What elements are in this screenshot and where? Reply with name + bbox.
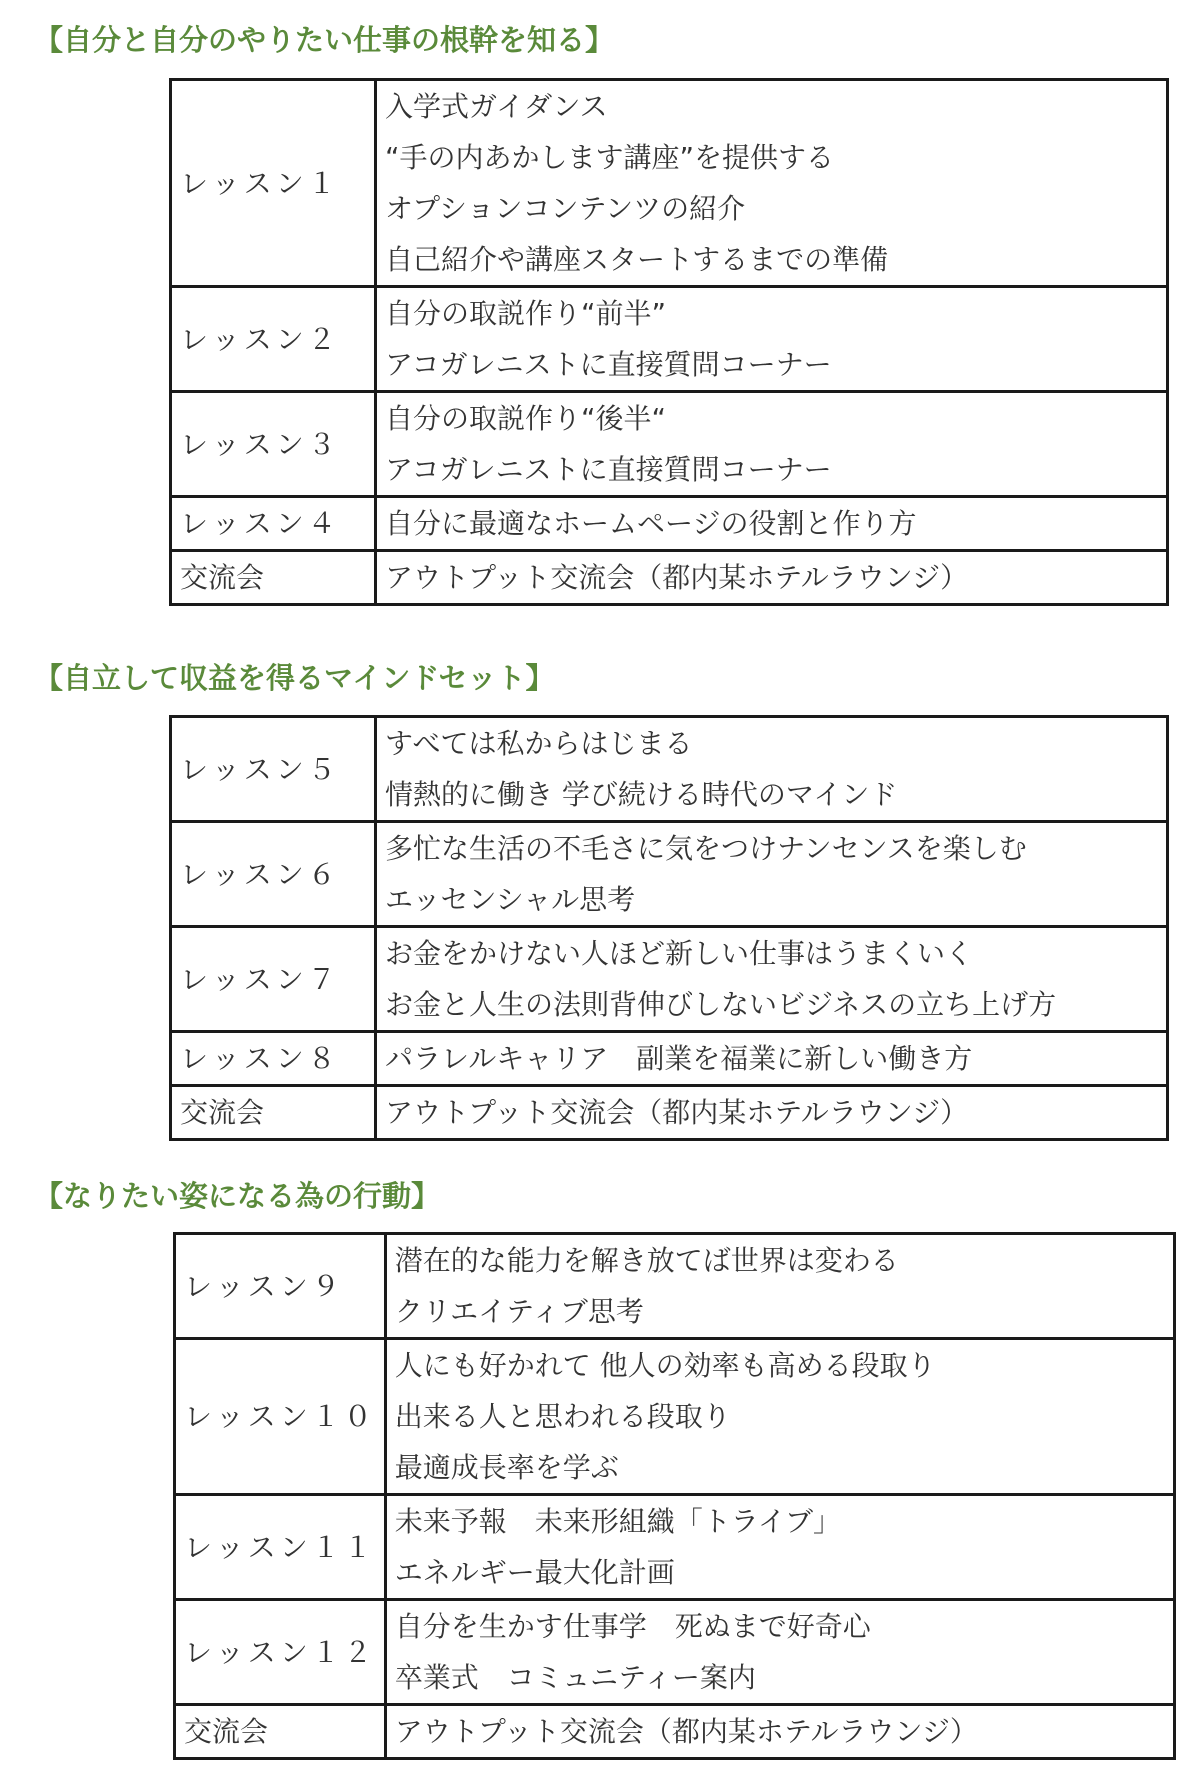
table-row	[171, 80, 1168, 287]
content-line: 人にも好かれて 他人の効率も高める段取り	[394, 1349, 936, 1382]
content-line: クリエイティブ思考	[394, 1295, 644, 1328]
content-line: エネルギー最大化計画	[394, 1556, 675, 1589]
table-row	[171, 1086, 1168, 1140]
content-line: 多忙な生活の不毛さに気をつけナンセンスを楽しむ	[385, 832, 1027, 865]
lesson-content	[376, 717, 1168, 822]
lesson-label: レッスン７	[171, 927, 376, 1032]
table-row	[175, 1339, 1175, 1495]
lesson-content	[385, 1234, 1174, 1339]
content-line: 潜在的な能力を解き放てば世界は変わる	[394, 1244, 899, 1277]
section-heading: 【なりたい姿になる為の行動】	[34, 1179, 441, 1213]
lesson-label: レッスン５	[171, 717, 376, 822]
lesson-label: レッスン８	[171, 1032, 376, 1086]
table-row	[171, 551, 1168, 605]
content-line: 自己紹介や講座スタートするまでの準備	[385, 243, 889, 276]
lesson-content	[376, 1032, 1168, 1086]
content-line: アウトプット交流会（都内某ホテルラウンジ）	[394, 1715, 978, 1748]
table-row	[175, 1495, 1175, 1600]
table-row	[175, 1705, 1175, 1759]
content-line: 自分の取説作り“後半“	[385, 402, 667, 435]
content-line: オプションコンテンツの紹介	[385, 192, 746, 225]
lesson-content	[385, 1495, 1174, 1600]
lesson-table	[169, 715, 1169, 1141]
content-line: アウトプット交流会（都内某ホテルラウンジ）	[385, 1096, 969, 1129]
lesson-content	[376, 497, 1168, 551]
table-row	[171, 822, 1168, 927]
table-row	[171, 927, 1168, 1032]
table-row	[175, 1600, 1175, 1705]
content-line: すべては私からはじまる	[385, 727, 693, 760]
content-line: パラレルキャリア 副業を福業に新しい働き方	[385, 1042, 973, 1075]
content-line: 情熱的に働き 学び続ける時代のマインド	[385, 778, 898, 811]
lesson-label: レッスン１１	[175, 1495, 386, 1600]
content-line: 入学式ガイダンス	[385, 90, 608, 123]
lesson-content	[385, 1600, 1174, 1705]
lesson-label: レッスン１	[171, 80, 376, 287]
table-row	[171, 392, 1168, 497]
lesson-content	[376, 392, 1168, 497]
lesson-label: レッスン３	[171, 392, 376, 497]
content-line: 最適成長率を学ぶ	[394, 1451, 619, 1484]
table-row	[171, 717, 1168, 822]
content-line: 卒業式 コミュニティー案内	[394, 1661, 756, 1694]
table-row	[171, 497, 1168, 551]
lesson-label: レッスン６	[171, 822, 376, 927]
lesson-label: 交流会	[171, 1086, 376, 1140]
content-line: アコガレニストに直接質問コーナー	[385, 453, 832, 486]
lesson-content	[376, 1086, 1168, 1140]
content-line: アウトプット交流会（都内某ホテルラウンジ）	[385, 561, 969, 594]
lesson-label: レッスン１２	[175, 1600, 386, 1705]
content-line: 自分の取説作り“前半”	[385, 297, 667, 330]
lesson-content	[376, 80, 1168, 287]
lesson-content	[385, 1705, 1174, 1759]
table-row	[175, 1234, 1175, 1339]
lesson-label: レッスン９	[175, 1234, 386, 1339]
lesson-label: レッスン１０	[175, 1339, 386, 1495]
lesson-label: 交流会	[175, 1705, 386, 1759]
content-line: 自分に最適なホームページの役割と作り方	[385, 507, 917, 540]
content-line: “手の内あかします講座”を提供する	[385, 141, 835, 174]
content-line: エッセンシャル思考	[385, 883, 636, 916]
lesson-label: 交流会	[171, 551, 376, 605]
content-line: お金をかけない人ほど新しい仕事はうまくいく	[385, 937, 974, 970]
table-row	[171, 287, 1168, 392]
content-line: お金と人生の法則背伸びしないビジネスの立ち上げ方	[385, 988, 1057, 1021]
lesson-table	[169, 78, 1169, 606]
content-line: 自分を生かす仕事学 死ぬまで好奇心	[394, 1610, 871, 1643]
lesson-label: レッスン４	[171, 497, 376, 551]
lesson-content	[376, 287, 1168, 392]
lesson-content	[376, 822, 1168, 927]
section-heading: 【自立して収益を得るマインドセット】	[34, 661, 555, 695]
content-line: 出来る人と思われる段取り	[394, 1400, 731, 1433]
lesson-content	[385, 1339, 1174, 1495]
table-row	[171, 1032, 1168, 1086]
lesson-table	[173, 1232, 1176, 1760]
lesson-label: レッスン２	[171, 287, 376, 392]
lesson-content	[376, 927, 1168, 1032]
content-line: アコガレニストに直接質問コーナー	[385, 348, 832, 381]
content-line: 未来予報 未来形組織「トライブ」	[394, 1505, 842, 1538]
section-heading: 【自分と自分のやりたい仕事の根幹を知る】	[34, 23, 615, 57]
lesson-content	[376, 551, 1168, 605]
